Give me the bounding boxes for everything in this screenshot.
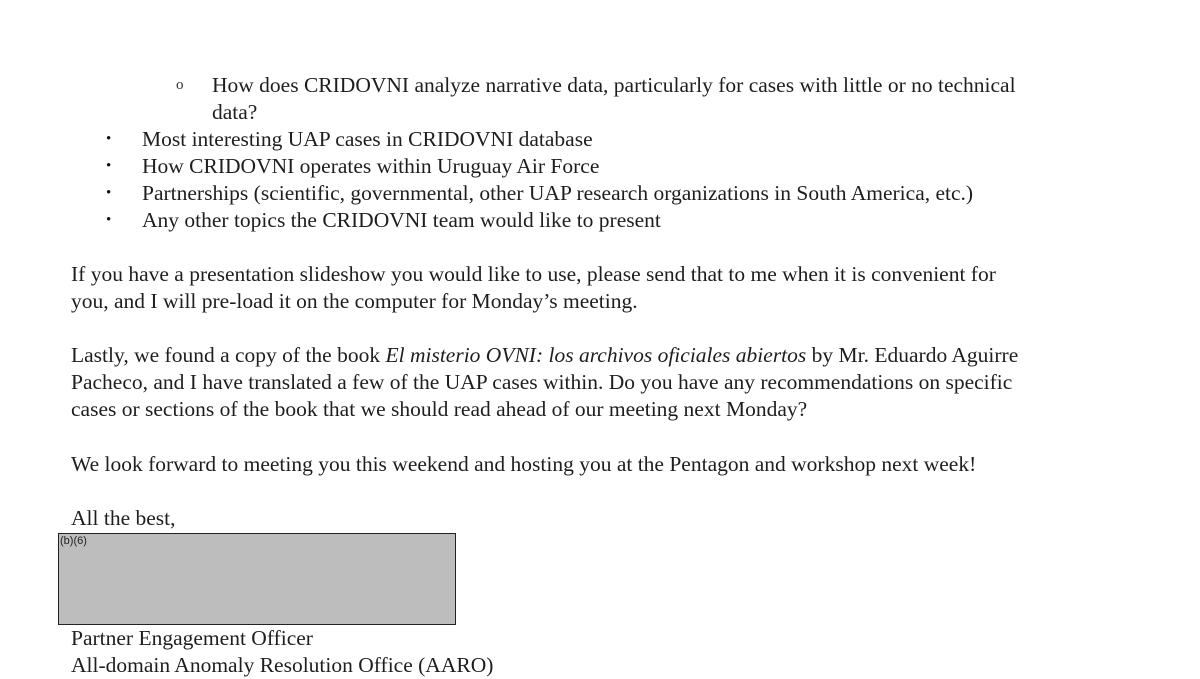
paragraph-book-line2: Pacheco, and I have translated a few of the UAP cases within. Do you have any recommendations on specific xyxy=(71,370,1013,394)
paragraph-book-line3: cases or sections of the book that we should read ahead of our meeting next Monday? xyxy=(71,397,808,421)
sub-bullet-marker: o xyxy=(176,77,184,93)
signature-title: Partner Engagement Officer xyxy=(71,626,313,650)
paragraph-slideshow-line2: you, and I will pre-load it on the computer for Monday’s meeting. xyxy=(71,289,638,313)
redaction-box xyxy=(58,533,456,625)
paragraph-book-intro: Lastly, we found a copy of the book xyxy=(71,343,386,367)
paragraph-book-line1 xyxy=(71,342,1018,369)
signature-office: All-domain Anomaly Resolution Office (AARO) xyxy=(71,653,494,677)
closing-salutation: All the best, xyxy=(71,506,176,530)
sub-bullet-text-line1: How does CRIDOVNI analyze narrative data, particularly for cases with little or no technical xyxy=(212,73,1016,97)
book-title: El misterio OVNI: los archivos oficiales abiertos xyxy=(385,343,807,367)
bullet-item: Most interesting UAP cases in CRIDOVNI database xyxy=(142,127,593,151)
bullet-marker: • xyxy=(106,212,112,228)
paragraph-slideshow-line1: If you have a presentation slideshow you would like to use, please send that to me when it is convenient for xyxy=(71,262,996,286)
bullet-marker: • xyxy=(106,158,112,174)
bullet-marker: • xyxy=(106,131,112,147)
bullet-item: Any other topics the CRIDOVNI team would like to present xyxy=(142,208,661,232)
paragraph-closing-remarks: We look forward to meeting you this weekend and hosting you at the Pentagon and workshop next week! xyxy=(71,452,977,476)
bullet-item: Partnerships (scientific, governmental, other UAP research organizations in South America, etc.) xyxy=(142,181,974,205)
bullet-marker: • xyxy=(106,185,112,201)
redaction-code-label: (b)(6) xyxy=(60,535,87,547)
sub-bullet-text-line2: data? xyxy=(212,100,258,124)
bullet-item: How CRIDOVNI operates within Uruguay Air Force xyxy=(142,154,600,178)
paragraph-book-author: by Mr. Eduardo Aguirre xyxy=(806,343,1019,367)
